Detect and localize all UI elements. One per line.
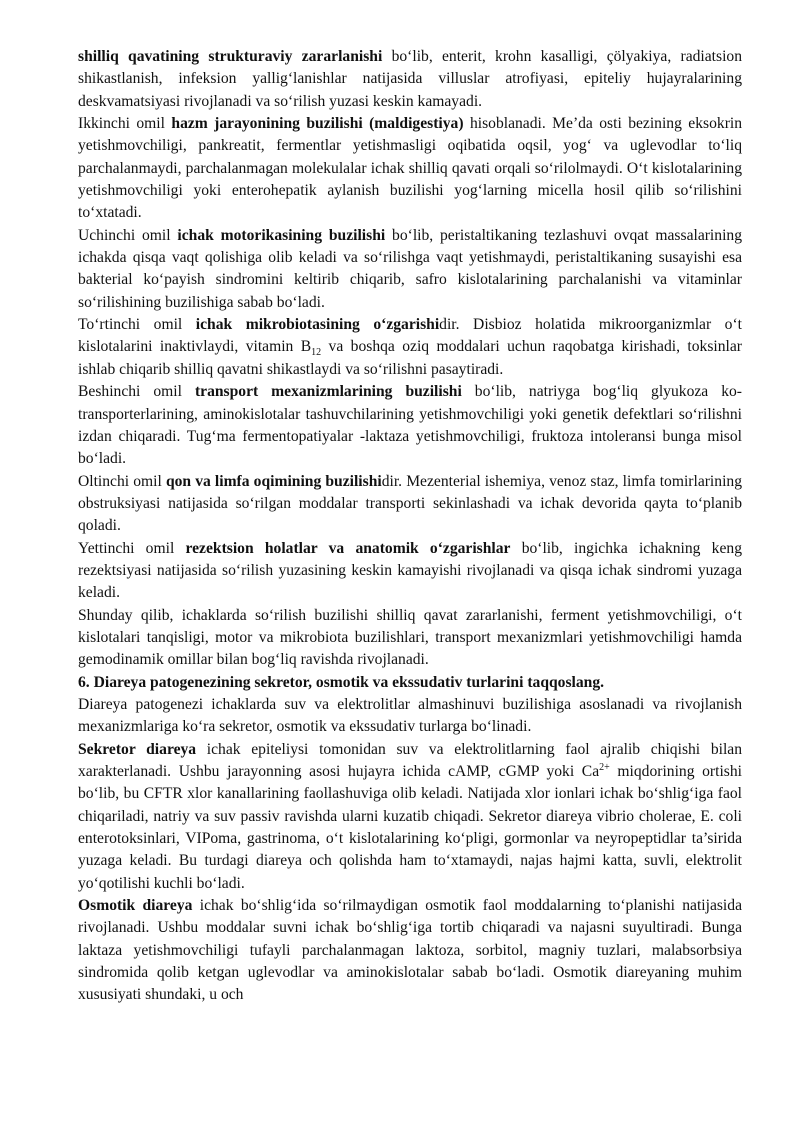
document-page: [78, 46, 742, 1007]
paragraph-mucosal-damage: shilliq qavatining strukturaviy zararlanishi bo‘lib, enterit, krohn kasalligi, çölyakiya, radiatsion shikastlanish, infeksion yallig‘lanishlar natijasida villuslar atrofiyasi, epiteliy hujayralarining deskvamatsiyasi rivojlanadi va so‘rilish yuzasi keskin kamayadi.: [78, 48, 742, 110]
bold-term: shilliq qavatining strukturaviy zararlanishi: [78, 48, 383, 65]
bold-term: transport mexanizmlarining buzilishi: [194, 383, 462, 401]
paragraph-osmotic-diarrhea: Osmotik diareya ichak bo‘shlig‘ida so‘rilmaydigan osmotik faol moddalarning to‘planishi natijasida rivojlanadi. Ushbu moddalar suvni ichak bo‘shlig‘iga tortib chiqaradi va najasni suyultiradi. Bunga laktaza yetishmovchiligi tufayli parchalanmagan laktoza, sorbitol, magniy tuzlari, malabsorbsiya sindromida qolib ketgan uglevodlar va aminokislotalar sabab bo‘ladi. Osmotik diareyaning muhim xususiyati shundaki, u och: [78, 897, 742, 1004]
paragraph-secretory-diarrhea: Sekretor diareya ichak epiteliysi tomonidan suv va elektrolitlarning faol ajralib chiqishi bilan xarakterlanadi. Ushbu jarayonning asosi hujayra ichida cAMP, cGMP yoki $Ca^{2+}$ miqdorining ortishi bo‘lib, bu CFTR xlor kanallarining faollashuviga olib keladi. Natijada xlor ionlari ichak bo‘shlig‘iga faol chiqariladi, natriy va suv passiv ravishda ularni kuzatib chiqadi. Sekretor diareya vibrio cholerae, E. coli enterotoksinlari, VIPoma, gastrinoma, o‘t kislotalarining ko‘pligi, gormonlar va neyropeptidlar ta’sirida yuzaga keladi. Bu turdagi diareya och qolishda ham to‘xtamaydi, najas hajmi katta, suvli, elektrolit yo‘qotilishi kuchli bo‘ladi.: [78, 740, 742, 892]
paragraph-second-factor: Ikkinchi omil hazm jarayonining buzilishi (maldigestiya) hisoblanadi. Me’da osti bezining eksokrin yetishmovchiligi, pankreatit, fermentlar yetishmasligi oqibatida oqsil, yog‘ va uglevodlar to‘liq parchalanmaydi, parchalanmagan molekulalar ichak shilliq qavati orqali so‘rilolmaydi. O‘t kislotalarining yetishmovchiligi yoki enterohepatik aylanish buzilishi yog‘larning micella hosil qilib so‘rilishini to‘xtatadi.: [78, 115, 743, 222]
bold-term: rezektsion holatlar va anatomik o‘zgarishlar: [185, 539, 511, 557]
bold-term: qon va limfa oqimining buzilishi: [165, 472, 382, 490]
subscript: 12: [311, 347, 322, 359]
bold-term: ichak mikrobiotasining o‘zgarishi: [195, 316, 440, 334]
bold-term: Sekretor diareya: [78, 740, 197, 758]
paragraph-fifth-factor: Beshinchi omil transport mexanizmlarining buzilishi bo‘lib, natriyga bog‘liq glyukoza ko-transporterlarining, aminokislotalar tashuvchilarining yetishmovchiligi yoki genetik defektlari so‘rilishni izdan chiqaradi. Tug‘ma fermentopatiyalar -laktaza yetishmovchiligi, fruktoza intoleransi bunga misol bo‘ladi.: [78, 383, 742, 468]
paragraph-diarrhea-intro: Diareya patogenezi ichaklarda suv va elektrolitlar almashinuvi buzilishiga asoslanadi va rivojlanish mexanizmlariga ko‘ra sekretor, osmotik va ekssudativ turlarga bo‘linadi.: [78, 695, 742, 736]
superscript: 2+: [599, 761, 610, 773]
bold-term: hazm jarayonining buzilishi (maldigestiya): [171, 115, 464, 133]
bold-term: ichak motorikasining buzilishi: [177, 226, 386, 244]
section-heading: 6. Diareya patogenezining sekretor, osmotik va ekssudativ turlarini taqqoslang.: [78, 673, 605, 691]
paragraph-sixth-factor: Oltinchi omil qon va limfa oqimining buzilishidir. Mezenterial ishemiya, venoz staz, limfa tomirlarining obstruksiyasi natijasida so‘rilgan moddalar transporti sekinlashadi va ichak devorida qayta to‘planib qoladi.: [78, 472, 742, 535]
paragraph-third-factor: Uchinchi omil ichak motorikasining buzilishi bo‘lib, peristaltikaning tezlashuvi ovqat massalarining ichakda qisqa vaqt qolishiga olib keladi va so‘rilishga vaqt yetishmaydi, peristaltikaning susayishi esa bakterial ko‘payish sindromini keltirib chiqarib, safro kislotalarining parchalanishi va vitaminlar so‘rilishining buzilishiga sabab bo‘ladi.: [78, 226, 742, 311]
paragraph-summary: Shunday qilib, ichaklarda so‘rilish buzilishi shilliq qavat zararlanishi, ferment yetishmovchiligi, o‘t kislotalari tanqisligi, motor va mikrobiota buzilishlari, transport mexanizmlari yetishmovchiligi hamda gemodinamik omillar bilan bog‘liq ravishda rivojlanadi.: [78, 606, 742, 669]
bold-term: Osmotik diareya: [78, 897, 193, 915]
paragraph-fourth-factor: To‘rtinchi omil ichak mikrobiotasining o‘zgarishidir. Disbioz holatida mikroorganizmlar o‘t kislotalarini inaktivlaydi, vitamin $B_{12}$ va boshqa oziq moddalari uchun raqobatga kirishadi, toksinlar ishlab chiqarib shilliq qavatni shikastlaydi va so‘rilishni pasaytiradi.: [78, 316, 742, 378]
paragraph-seventh-factor: Yettinchi omil rezektsion holatlar va anatomik o‘zgarishlar bo‘lib, ingichka ichakning keng rezektsiyasi natijasida so‘rilish yuzasining keskin kamayishi rivojlanadi va qisqa ichak sindromi yuzaga keladi.: [78, 539, 742, 602]
